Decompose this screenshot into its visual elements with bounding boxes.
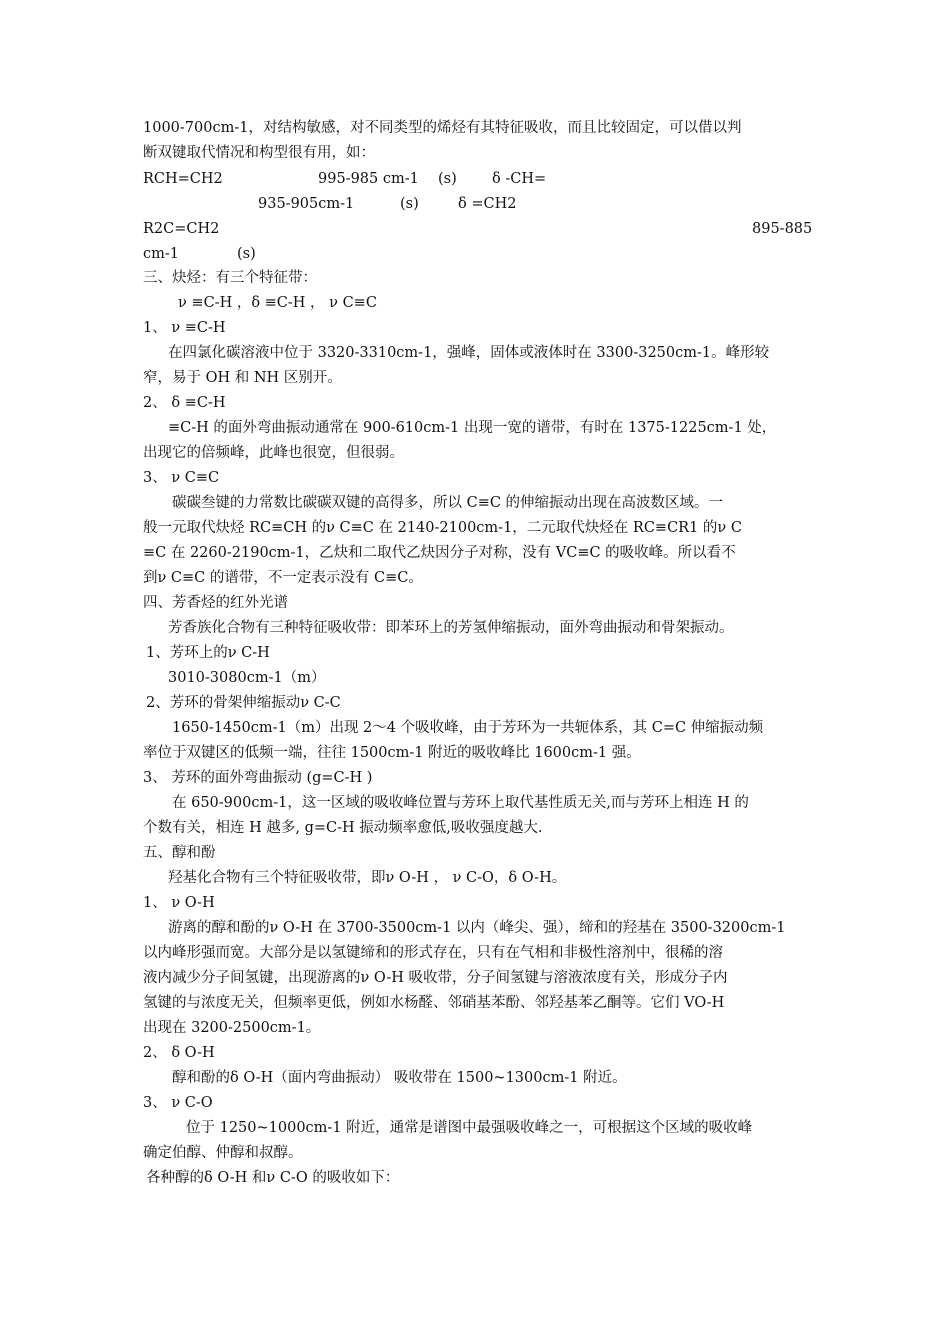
subheading: 2、 δ ≡C-H — [143, 395, 226, 411]
subheading: 1、芳环上的ν C-H — [146, 645, 270, 661]
text-line: 以内峰形强而宽。大部分是以氢键缔和的形式存在，只有在气相和非极性溶剂中，很稀的溶 — [143, 945, 723, 961]
text-line: 位于 1250~1000cm-1 附近，通常是谱图中最强吸收峰之一，可根据这个区域的吸收峰 — [186, 1120, 753, 1136]
text-line: ≡C-H 的面外弯曲振动通常在 900-610cm-1 出现一宽的谱带，有时在 1375-1225cm-1 处， — [168, 420, 777, 436]
text-line: 断双键取代情况和构型很有用，如： — [143, 145, 375, 161]
text-line: 率位于双键区的低频一端，往往 1500cm-1 附近的吸收峰比 1600cm-1 强。 — [143, 745, 641, 761]
intensity-label: (s) — [400, 196, 419, 212]
text-line: 芳香族化合物有三种特征吸收带：即苯环上的芳氢伸缩振动，面外弯曲振动和骨架振动。 — [168, 620, 734, 636]
subheading: 1、 ν ≡C-H — [143, 320, 226, 336]
formula-r2c-ch2: R2C=CH2 — [143, 221, 220, 237]
text-line: 到ν C≡C 的谱带，不一定表示没有 C≡C。 — [143, 570, 423, 586]
subheading: 3、 ν C-O — [143, 1095, 213, 1111]
subheading: 2、 δ O-H — [143, 1045, 215, 1061]
section-heading-aromatic: 四、芳香烃的红外光谱 — [143, 595, 288, 611]
text-line: 游离的醇和酚的ν O-H 在 3700-3500cm-1 以内（峰尖、强），缔和的羟基在 3500-3200cm-1 — [168, 920, 786, 936]
range-995-985: 995-985 cm-1 — [318, 171, 419, 187]
text-line: 般一元取代炔烃 RC≡CH 的ν C≡C 在 2140-2100cm-1，二元取代炔烃在 RC≡CR1 的ν C — [143, 520, 742, 536]
text-line: 出现它的倍频峰，此峰也很宽，但很弱。 — [143, 445, 404, 461]
subheading: 1、 ν O-H — [143, 895, 215, 911]
subheading: 3、 芳环的面外弯曲振动 (g=C-H ) — [143, 770, 373, 786]
text-line: 1650-1450cm-1（m）出现 2～4 个吸收峰，由于芳环为一共轭体系，其 C=C 伸缩振动频 — [172, 720, 764, 736]
section-heading-alkyne: 三、炔烃：有三个特征带： — [143, 270, 317, 286]
range-935-905: 935-905cm-1 — [258, 196, 355, 212]
text-line: 碳碳叁键的力常数比碳碳双键的高得多，所以 C≡C 的伸缩振动出现在高波数区域。一 — [172, 495, 724, 511]
text-line: 确定伯醇、仲醇和叔醇。 — [143, 1145, 303, 1161]
section-heading-alcohol: 五、醇和酚 — [143, 845, 216, 861]
text-line: 1000-700cm-1，对结构敏感，对不同类型的烯烃有其特征吸收，而且比较固定，可以借以判 — [143, 120, 742, 136]
text-line: 3010-3080cm-1（m） — [168, 670, 326, 686]
text-line: 羟基化合物有三个特征吸收带，即ν O-H ， ν C-O，δ O-H。 — [168, 870, 567, 886]
intensity-label: (s) — [438, 171, 457, 187]
text-line: 出现在 3200-2500cm-1。 — [143, 1020, 321, 1036]
subheading: 2、芳环的骨架伸缩振动ν C-C — [146, 695, 341, 711]
intensity-label: (s) — [237, 246, 256, 262]
subheading: 3、 ν C≡C — [143, 470, 220, 486]
text-line: ≡C 在 2260-2190cm-1，乙炔和二取代乙炔因分子对称，没有 VC≡C 的吸收峰。所以看不 — [143, 545, 736, 561]
text-line: 醇和酚的δ O-H（面内弯曲振动） 吸收带在 1500~1300cm-1 附近。 — [172, 1070, 627, 1086]
text-line: 液内减少分子间氢键，出现游离的ν O-H 吸收带，分子间氢键与溶液浓度有关，形成分子内 — [143, 970, 728, 986]
vibration-mode: δ -CH= — [492, 171, 547, 187]
text-line: 在四氯化碳溶液中位于 3320-3310cm-1，强峰，固体或液体时在 3300-3250cm-1。峰形较 — [168, 345, 770, 361]
formula-rch-ch2: RCH=CH2 — [143, 171, 223, 187]
range-895-885: 895-885 — [752, 221, 813, 237]
text-line: 个数有关，相连 H 越多, g=C-H 振动频率愈低,吸收强度越大. — [143, 820, 543, 836]
text-line: 在 650-900cm-1，这一区域的吸收峰位置与芳环上取代基性质无关,而与芳环上相连 H 的 — [172, 795, 749, 811]
text-line: 氢键的与浓度无关，但频率更低，例如水杨醛、邻硝基苯酚、邻羟基苯乙酮等。它们 VO-H — [143, 995, 725, 1011]
text-line: 各种醇的δ O-H 和ν C-O 的吸收如下： — [146, 1170, 400, 1186]
text-line: 窄，易于 OH 和 NH 区别开。 — [143, 370, 342, 386]
vibration-mode: δ =CH2 — [458, 196, 517, 212]
text-line: ν ≡C-H ，δ ≡C-H ， ν C≡C — [178, 295, 377, 311]
unit-label: cm-1 — [143, 246, 179, 262]
